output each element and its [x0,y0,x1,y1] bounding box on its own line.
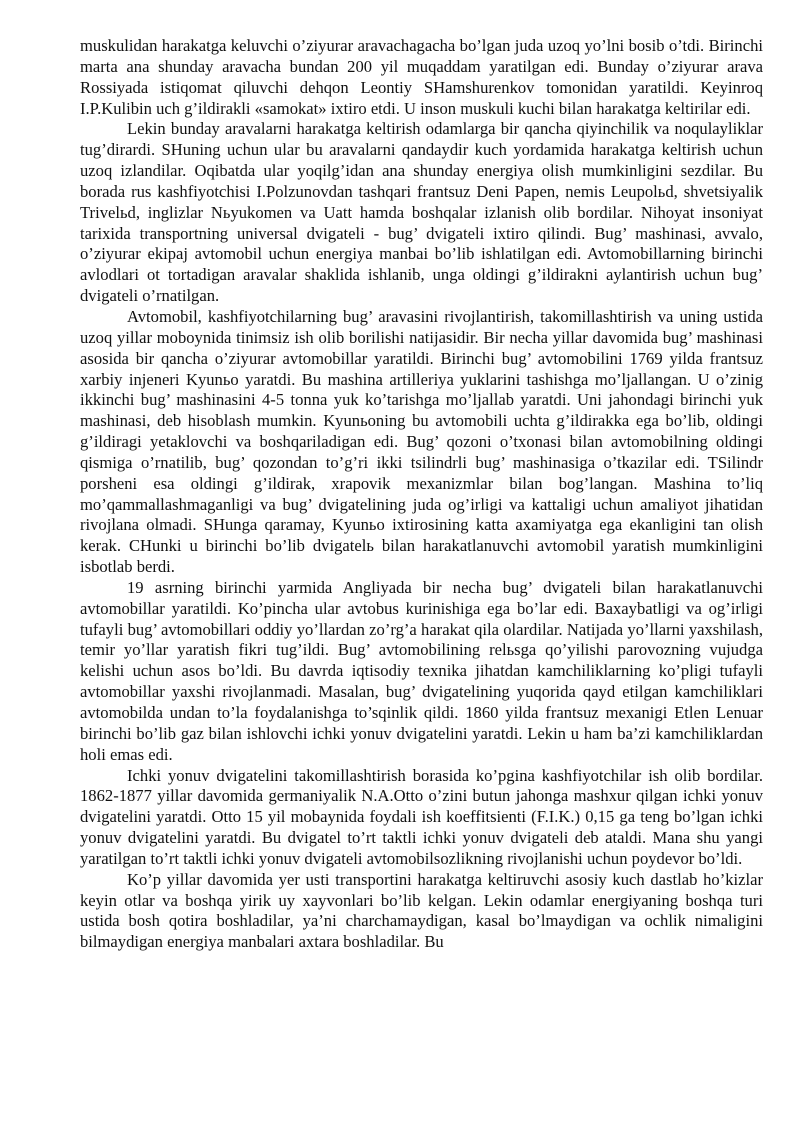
paragraph: 19 asrning birinchi yarmida Angliyada bir necha bug’ dvigateli bilan harakatlanuvchi avtomobillar yaratildi. Ko’pincha ular avtobus kurinishiga ega bo’lar edi. Baxaybatligi va og’irligi tufayli bug’ avtomobillari oddiy yo’llardan zo’rg’a harakat qila olardilar. Natijada yo’llarni yaxshilash, temir yo’llar yaratish fikri tug’ildi. Bug’ avtomobilining relьsga qo’yilishi parovozning vujudga kelishi uchun asos bo’ldi. Bu davrda iqtisodiy texnika jihatdan kamchiliklarning ko’pligi tufayli avtomobillar yaxshi rivojlanmadi. Masalan, bug’ dvigatelining yuqorida qayd etilgan kamchiliklari avtomobilda undan to’la foydalanishga to’sqinlik qildi. 1860 yilda frantsuz mexanigi Etlen Lenuar birinchi bo’lib gaz bilan ishlovchi ichki yonuv dvigatelini yaratdi. Lekin u ham ba’zi kamchiliklardan holi emas edi. [80,577,763,764]
paragraph: Ko’p yillar davomida yer usti transportini harakatga keltiruvchi asosiy kuch dastlab ho’kizlar keyin otlar va boshqa yirik uy xayvonlari bo’lib kelgan. Lekin odamlar energiyaning boshqa turi ustida bosh qotira boshladilar, ya’ni charchamaydigan, kasal bo’lmaydigan va ochlik nimaligini bilmaydigan energiya manbalari axtara boshladilar. Bu [80,869,763,952]
document-page [80,36,763,953]
paragraph: Ichki yonuv dvigatelini takomillashtirish borasida ko’pgina kashfiyotchilar ish olib bordilar. 1862-1877 yillar davomida germaniyalik N.A.Otto o’zini butun jahonga mashxur qilgan ichki yonuv dvigatelini yaratdi. Otto 15 yil mobaynida foydali ish koeffitsienti (F.I.K.) 0,15 ga teng bo’lgan ichki yonuv dvigatelini yaratdi. Bu dvigatel to’rt taktli ichki yonuv dvigateli deb ataldi. Mana shu yangi yaratilgan to’rt taktli ichki yonuv dvigateli avtomobilsozlikning rivojlanishi uchun poydevor bo’ldi. [80,765,763,868]
paragraph: muskulidan harakatga keluvchi o’ziyurar aravachagacha bo’lgan juda uzoq yo’lni bosib o’tdi. Birinchi marta ana shunday aravacha bundan 200 yil muqaddam yaratilgan edi. Bunday o’ziyurar arava Rossiyada istiqomat qiluvchi dehqon Leontiy SHamshurenkov tomonidan yaratildi. Keyinroq I.P.Kulibin uch g’ildirakli «samokat» ixtiro etdi. U inson muskuli kuchi bilan harakatga keltirilar edi. [80,36,763,118]
paragraph: Avtomobil, kashfiyotchilarning bug’ aravasini rivojlantirish, takomillashtirish va uning ustida uzoq yillar moboynida tinimsiz ish olib borilishi natijasidir. Bir necha yillar davomida bug’ mashinasi asosida bir qancha o’ziyurar avtomobillar yaratildi. Birinchi bug’ avtomobilini 1769 yilda frantsuz xarbiy injeneri Kyunьo yaratdi. Bu mashina artilleriya yuklarini tashishga mo’ljallangan. U o’zinig ikkinchi bug’ mashinasini 4-5 tonna yuk ko’tarishga mo’ljallab yaratdi. Uni jahondagi birinchi yuk mashinasi, deb hisoblash mumkin. Kyunьoning bu avtomobili uchta g’ildirakka ega bo’lib, oldingi g’ildiragi yetaklovchi va boshqariladigan edi. Bug’ qozoni o’txonasi bilan avtomobilning oldingi qismiga o’rnatilib, bug’ qozondan to’g’ri ikki tsilindrli bug’ mashinasiga o’tkazilar edi. TSilindr porsheni esa oldingi g’ildirak, xrapovik mexanizmlar bilan bog’langan. Mashina to’liq mo’qammallashmaganligi va bug’ dvigatelining juda og’irligi va kattaligi uchun amaliyot jihatidan rivojlana olmadi. SHunga qaramay, Kyunьo ixtirosining katta axamiyatga ega ekanligini tan olish kerak. CHunki u birinchi bo’lib dvigatelь bilan harakatlanuvchi avtomobil yaratish mumkinligini isbotlab berdi. [80,306,763,577]
paragraph: Lekin bunday aravalarni harakatga keltirish odamlarga bir qancha qiyinchilik va noqulayliklar tug’dirardi. SHuning uchun ular bu aravalarni qandaydir kuch yordamida harakatga keltirish uchun uzoq izlandilar. Oqibatda ular yoqilg’idan ana shunday energiya olish mumkinligini sezdilar. Bu borada rus kashfiyotchisi I.Polzunovdan tashqari frantsuz Deni Papen, nemis Leupolьd, shvetsiyalik Trivelьd, inglizlar Nьyukomen va Uatt hamda boshqalar izlanish olib bordilar. Nihoyat insoniyat tarixida transportning universal dvigateli - bug’ dvigateli ixtiro qilindi. Bug’ mashinasi, avvalo, o’ziyurar ekipaj avtomobil uchun energiya manbai bo’lib ishlatilgan edi. Avtomobillarning birinchi avlodlari ot tortadigan aravalar shaklida ishlanib, unga oldingi g’ildirakni aylantirish uchun bug’ dvigateli o’rnatilgan. [80,119,763,306]
